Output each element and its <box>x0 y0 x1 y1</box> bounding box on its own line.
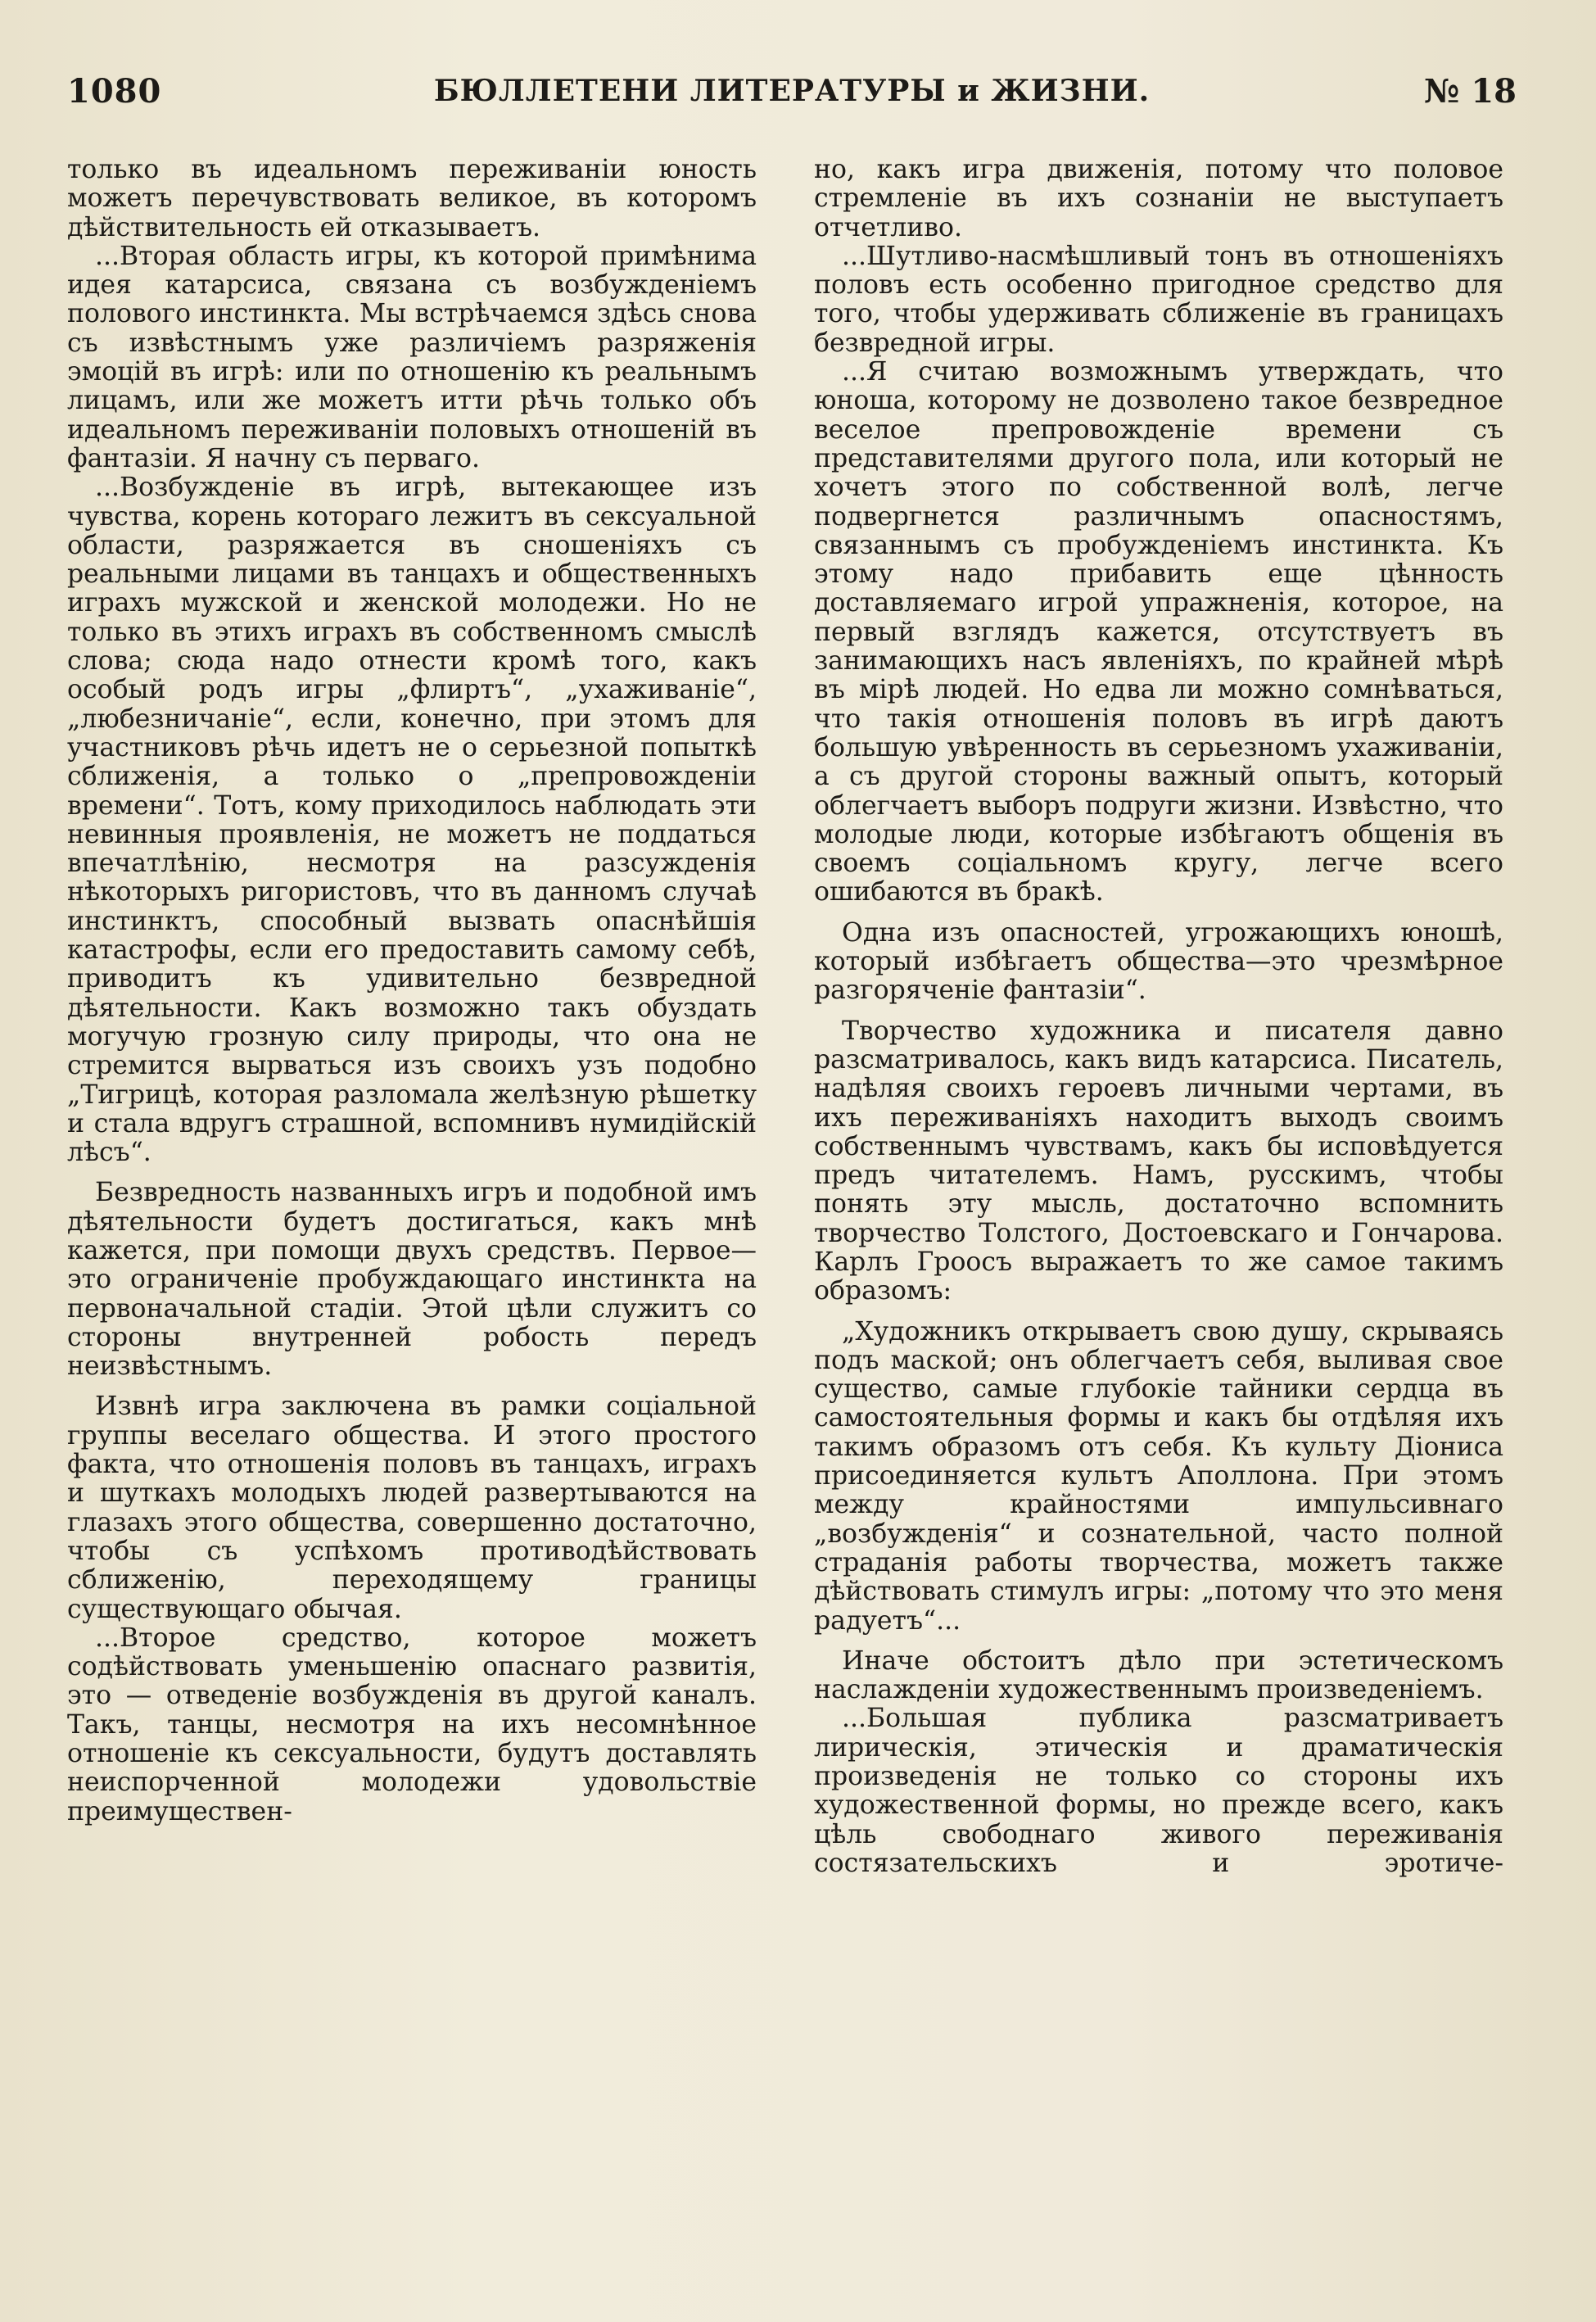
right-column <box>814 156 1503 1878</box>
left-paragraph-3: ...Возбужденіе въ игрѣ, вытекающее изъ чувства, корень котораго лежитъ въ сексуальной области, разряжается въ сношеніяхъ съ реальными лицами въ танцахъ и общественныхъ играхъ мужской и женской молодежи. Но не только въ этихъ играхъ въ собственномъ смыслѣ слова; сюда надо отнести кромѣ того, какъ особый родъ игры „флиртъ“, „ухаживаніе“, „любезничаніе“, если, конечно, при этомъ для участниковъ рѣчь идетъ не о серьезной попыткѣ сближенія, а только о „препровожденіи времени“. Тотъ, кому приходилось наблюдать эти невинныя проявленія, не можетъ не поддаться впечатлѣнію, несмотря на разсужденія нѣкоторыхъ ригористовъ, что въ данномъ случаѣ инстинктъ, способный вызвать опаснѣйшія катастрофы, если его предоставить самому себѣ, приводитъ къ удивительно безвредной дѣятельности. Какъ возможно такъ обуздать могучую грозную силу природы, что она не стремится вырваться изъ своихъ узъ подобно „Тигрицѣ, которая разломала желѣзную рѣшетку и стала вдругъ страшной, вспомнивъ нумидійскій лѣсъ“. <box>67 473 757 1168</box>
right-paragraph-2: ...Шутливо-насмѣшливый тонъ въ отношеніяхъ половъ есть особенно пригодное средство для того, чтобы удерживать сближеніе въ границахъ безвредной игры. <box>814 241 1503 358</box>
running-head <box>67 72 1517 121</box>
left-paragraph-6: ...Второе средство, которое можетъ содѣйствовать уменьшенію опаснаго развитія, это — отведеніе возбужденія въ другой каналъ. Такъ, танцы, несмотря на ихъ несомнѣнное отношеніе къ сексуальности, будутъ доставлять неиспорченной молодежи удовольствіе преимуществен- <box>67 1623 757 1826</box>
left-column <box>67 156 757 1826</box>
right-paragraph-6: „Художникъ открываетъ свою душу, скрываясь подъ маской; онъ облегчаетъ себя, выливая свое существо, самые глубокіе тайники сердца въ самостоятельныя формы и какъ бы отдѣляя ихъ такимъ образомъ отъ себя. Къ культу Діониса присоединяется культъ Аполлона. При этомъ между крайностями импульсивнаго „возбужденія“ и сознательной, часто полной страданія работы творчества, можетъ также дѣйствовать стимулъ игры: „потому что это меня радуетъ“... <box>814 1316 1503 1636</box>
left-paragraph-4: Безвредность названныхъ игръ и подобной имъ дѣятельности будетъ достигаться, какъ мнѣ кажется, при помощи двухъ средствъ. Первое— это ограниченіе пробуждающаго инстинкта на первоначальной стадіи. Этой цѣли служитъ со стороны внутренней робость передъ неизвѣстнымъ. <box>67 1178 757 1382</box>
left-paragraph-2: ...Вторая область игры, къ которой примѣнима идея катарсиса, связана съ возбужденіемъ полового инстинкта. Мы встрѣчаемся здѣсь снова съ извѣстнымъ уже различіемъ разряженія эмоцій въ игрѣ: или по отношенію къ реальнымъ лицамъ, или же можетъ итти рѣчь только объ идеальномъ переживаніи половыхъ отношеній въ фантазіи. Я начну съ перваго. <box>67 241 757 473</box>
right-paragraph-8: ...Большая публика разсматриваетъ лирическія, этическія и драматическія произведенія не только со стороны ихъ художественной формы, но прежде всего, какъ цѣль свободнаго живого переживанія состязательскихъ и эротиче- <box>814 1704 1503 1878</box>
issue-number: № 18 <box>1423 72 1517 111</box>
left-paragraph-1: только въ идеальномъ переживаніи юность можетъ перечувствовать великое, въ которомъ дѣйствительность ей отказываетъ. <box>67 155 757 242</box>
right-paragraph-3: ...Я считаю возможнымъ утверждать, что юноша, которому не дозволено такое безвредное веселое препровожденіе времени съ представителями другого пола, или который не хочетъ этого по собственной волѣ, легче подвергнется различнымъ опасностямъ, связаннымъ съ пробужденіемъ инстинкта. Къ этому надо прибавить еще цѣнность доставляемаго игрой упражненія, которое, на первый взглядъ кажется, отсутствуетъ въ занимающихъ насъ явленіяхъ, по крайней мѣрѣ въ мірѣ людей. Но едва ли можно сомнѣваться, что такія отношенія половъ въ игрѣ даютъ большую увѣренность въ серьезномъ ухаживаніи, а съ другой стороны важный опытъ, который облегчаетъ выборъ подруги жизни. Извѣстно, что молодые люди, которые избѣгаютъ общенія въ своемъ соціальномъ кругу, легче всего ошибаются въ бракѣ. <box>814 357 1503 908</box>
right-paragraph-1: но, какъ игра движенія, потому что половое стремленіе въ ихъ сознаніи не выступаетъ отчетливо. <box>814 155 1503 242</box>
right-paragraph-7: Иначе обстоитъ дѣло при эстетическомъ наслажденіи художественнымъ произведеніемъ. <box>814 1645 1503 1705</box>
right-paragraph-4: Одна изъ опасностей, угрожающихъ юношѣ, который избѣгаетъ общества—это чрезмѣрное разгоряченіе фантазіи“. <box>814 917 1503 1006</box>
right-paragraph-5: Творчество художника и писателя давно разсматривалось, какъ видъ катарсиса. Писатель, надѣляя своихъ героевъ личными чертами, въ ихъ переживаніяхъ находитъ выходъ своимъ собственнымъ чувствамъ, какъ бы исповѣдуется предъ читателемъ. Намъ, русскимъ, чтобы понять эту мысль, достаточно вспомнить творчество Толстого, Достоевскаго и Гончарова. Карлъ Гроосъ выражаетъ то же самое такимъ образомъ: <box>814 1016 1503 1306</box>
journal-title: БЮЛЛЕТЕНИ ЛИТЕРАТУРЫ и ЖИЗНИ. <box>433 74 1151 108</box>
left-paragraph-5: Извнѣ игра заключена въ рамки соціальной группы веселаго общества. И этого простого факта, что отношенія половъ въ танцахъ, играхъ и шуткахъ молодыхъ людей развертываются на глазахъ этого общества, совершенно достаточно, чтобы съ успѣхомъ противодѣйствовать сближенію, переходящему границы существующаго обычая. <box>67 1392 757 1624</box>
page-number: 1080 <box>67 72 162 111</box>
